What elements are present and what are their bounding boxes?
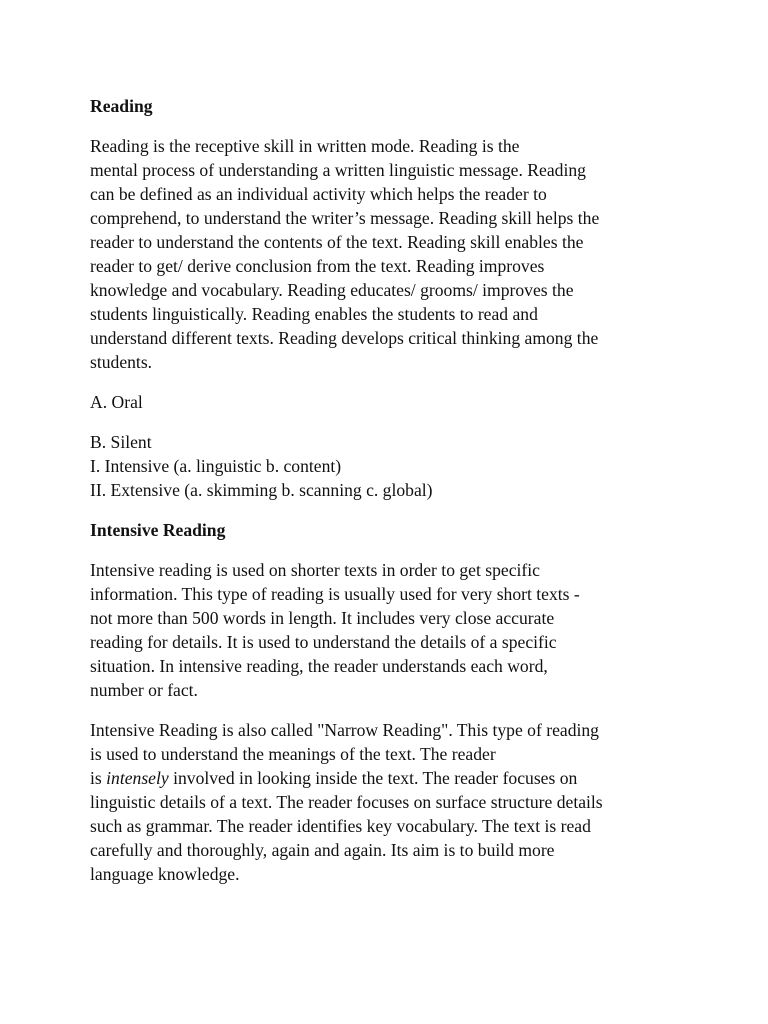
document-page xyxy=(90,94,690,902)
intensive-reading-heading: Intensive Reading xyxy=(90,520,226,540)
text-line: reader to understand the contents of the text. Reading skill enables the xyxy=(90,232,584,252)
text-line: information. This type of reading is usually used for very short texts - xyxy=(90,584,580,604)
text-line xyxy=(90,766,690,790)
text-line: is used to understand the meanings of the text. The reader xyxy=(90,744,496,764)
text-line: Intensive Reading is also called "Narrow Reading". This type of reading xyxy=(90,720,599,740)
text-line: situation. In intensive reading, the reader understands each word, xyxy=(90,656,548,676)
text-line: not more than 500 words in length. It includes very close accurate xyxy=(90,608,555,628)
emphasis-word: intensely xyxy=(106,768,169,788)
text-line: knowledge and vocabulary. Reading educates/ grooms/ improves the xyxy=(90,280,574,300)
text-line: students linguistically. Reading enables the students to read and xyxy=(90,304,538,324)
text-line: language knowledge. xyxy=(90,864,240,884)
text-fragment: is xyxy=(90,768,107,788)
type-extensive: II. Extensive (a. skimming b. scanning c. global) xyxy=(90,480,433,500)
text-line: comprehend, to understand the writer’s message. Reading skill helps the xyxy=(90,208,600,228)
text-line: reading for details. It is used to understand the details of a specific xyxy=(90,632,557,652)
text-line: carefully and thoroughly, again and again. Its aim is to build more xyxy=(90,840,555,860)
type-intensive: I. Intensive (a. linguistic b. content) xyxy=(90,456,342,476)
text-line: number or fact. xyxy=(90,680,198,700)
text-line: Intensive reading is used on shorter texts in order to get specific xyxy=(90,560,540,580)
type-silent-group xyxy=(90,430,690,502)
text-line: Reading is the receptive skill in written mode. Reading is the xyxy=(90,136,520,156)
intensive-paragraph-2 xyxy=(90,718,690,886)
text-line: reader to get/ derive conclusion from the text. Reading improves xyxy=(90,256,545,276)
reading-paragraph xyxy=(90,134,690,374)
text-line: can be defined as an individual activity which helps the reader to xyxy=(90,184,547,204)
text-line: students. xyxy=(90,352,153,372)
text-line: mental process of understanding a written linguistic message. Reading xyxy=(90,160,586,180)
text-line: such as grammar. The reader identifies key vocabulary. The text is read xyxy=(90,816,591,836)
type-silent: B. Silent xyxy=(90,432,152,452)
intensive-paragraph-1 xyxy=(90,558,690,702)
text-line: linguistic details of a text. The reader focuses on surface structure details xyxy=(90,792,603,812)
reading-heading: Reading xyxy=(90,96,153,116)
text-fragment: involved in looking inside the text. The reader focuses on xyxy=(168,768,578,788)
type-oral: A. Oral xyxy=(90,392,143,412)
text-line: understand different texts. Reading develops critical thinking among the xyxy=(90,328,599,348)
